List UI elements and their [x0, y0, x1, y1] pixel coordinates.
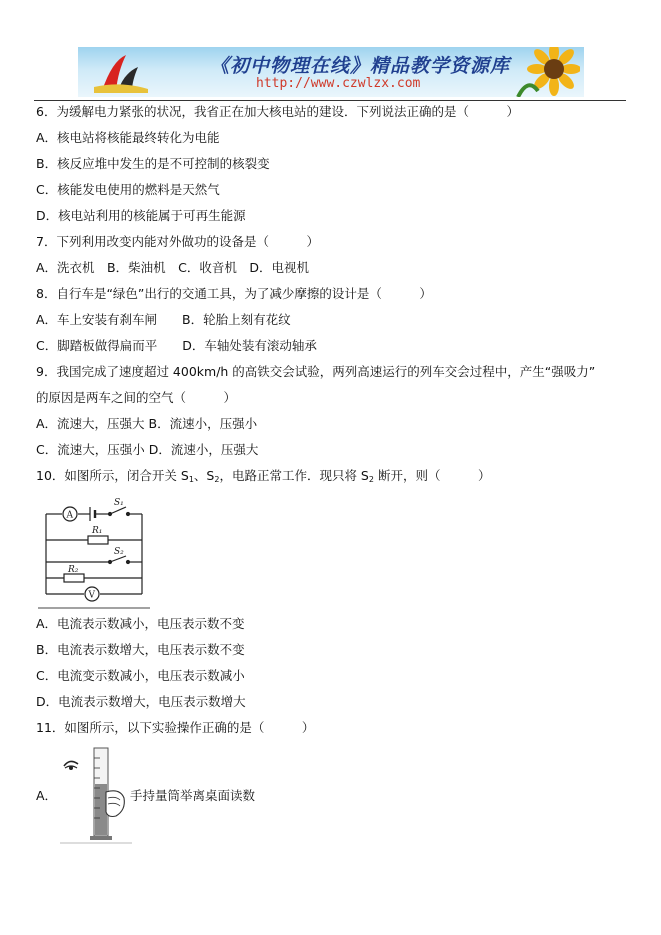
banner-url: http://www.czwlzx.com: [256, 76, 421, 91]
q7-options: A．洗衣机 B．柴油机 C．收音机 D．电视机: [36, 260, 309, 275]
circuit-diagram: [38, 494, 150, 610]
banner-title: 《初中物理在线》精品教学资源库: [210, 55, 511, 77]
q7-stem: 7．下列利用改变内能对外做功的设备是（ ）: [36, 234, 319, 249]
measuring-cylinder-figure: [60, 744, 132, 844]
header-divider: [34, 100, 626, 101]
q6-stem: 6．为缓解电力紧张的状况，我省正在加大核电站的建设．下列说法正确的是（ ）: [36, 104, 519, 119]
q6-option-a: A．核电站将核能最终转化为电能: [36, 130, 220, 145]
sunflower-icon: [514, 47, 580, 97]
q9-options-cd: C．流速大，压强小 D．流速小，压强大: [36, 442, 259, 457]
q11-stem: 11．如图所示，以下实验操作正确的是（ ）: [36, 720, 315, 735]
q11-option-a-text: 手持量筒举离桌面读数: [130, 788, 256, 803]
q6-option-c: C．核能发电使用的燃料是天然气: [36, 182, 220, 197]
eye-icon: [64, 761, 78, 770]
switch-s1-label: S₁: [114, 498, 124, 508]
ammeter-label: A: [66, 510, 73, 521]
q10-option-c: C．电流变示数减小，电压表示数减小: [36, 668, 245, 683]
switch-s2-label: S₂: [114, 547, 124, 557]
header-banner: [78, 47, 584, 97]
q10-option-a: A．电流表示数减小，电压表示数不变: [36, 616, 245, 631]
q8-stem: 8．自行车是“绿色”出行的交通工具，为了减少摩擦的设计是（ ）: [36, 286, 432, 301]
q9-stem-line2: 的原因是两车之间的空气（ ）: [36, 390, 237, 405]
q9-options-ab: A．流速大，压强大 B．流速小，压强小: [36, 416, 258, 431]
voltmeter-label: V: [88, 590, 95, 601]
q11-option-a-letter: A．: [36, 788, 58, 803]
q8-options-ab: A．车上安装有刹车闸 B．轮胎上刻有花纹: [36, 312, 291, 327]
q10-option-b: B．电流表示数增大，电压表示数不变: [36, 642, 245, 657]
resistor-r1-label: R₁: [92, 526, 103, 536]
q10-option-d: D．电流表示数增大，电压表示数增大: [36, 694, 246, 709]
school-logo-icon: [92, 51, 150, 95]
q10-stem: 10．如图所示，闭合开关 $S_1$、$S_2$，电路正常工作．现只将 $S_2$ 断开，则（ ）: [36, 468, 491, 484]
q8-options-cd: C．脚踏板做得扁而平 D．车轴处装有滚动轴承: [36, 338, 317, 353]
resistor-r2-label: R₂: [68, 565, 79, 575]
q9-stem-line1: 9．我国完成了速度超过 400km/h 的高铁交会试验，两列高速运行的列车交会过程中，产生“强吸力”: [36, 364, 596, 379]
q6-option-b: B．核反应堆中发生的是不可控制的核裂变: [36, 156, 270, 171]
q6-option-d: D．核电站利用的核能属于可再生能源: [36, 208, 246, 223]
